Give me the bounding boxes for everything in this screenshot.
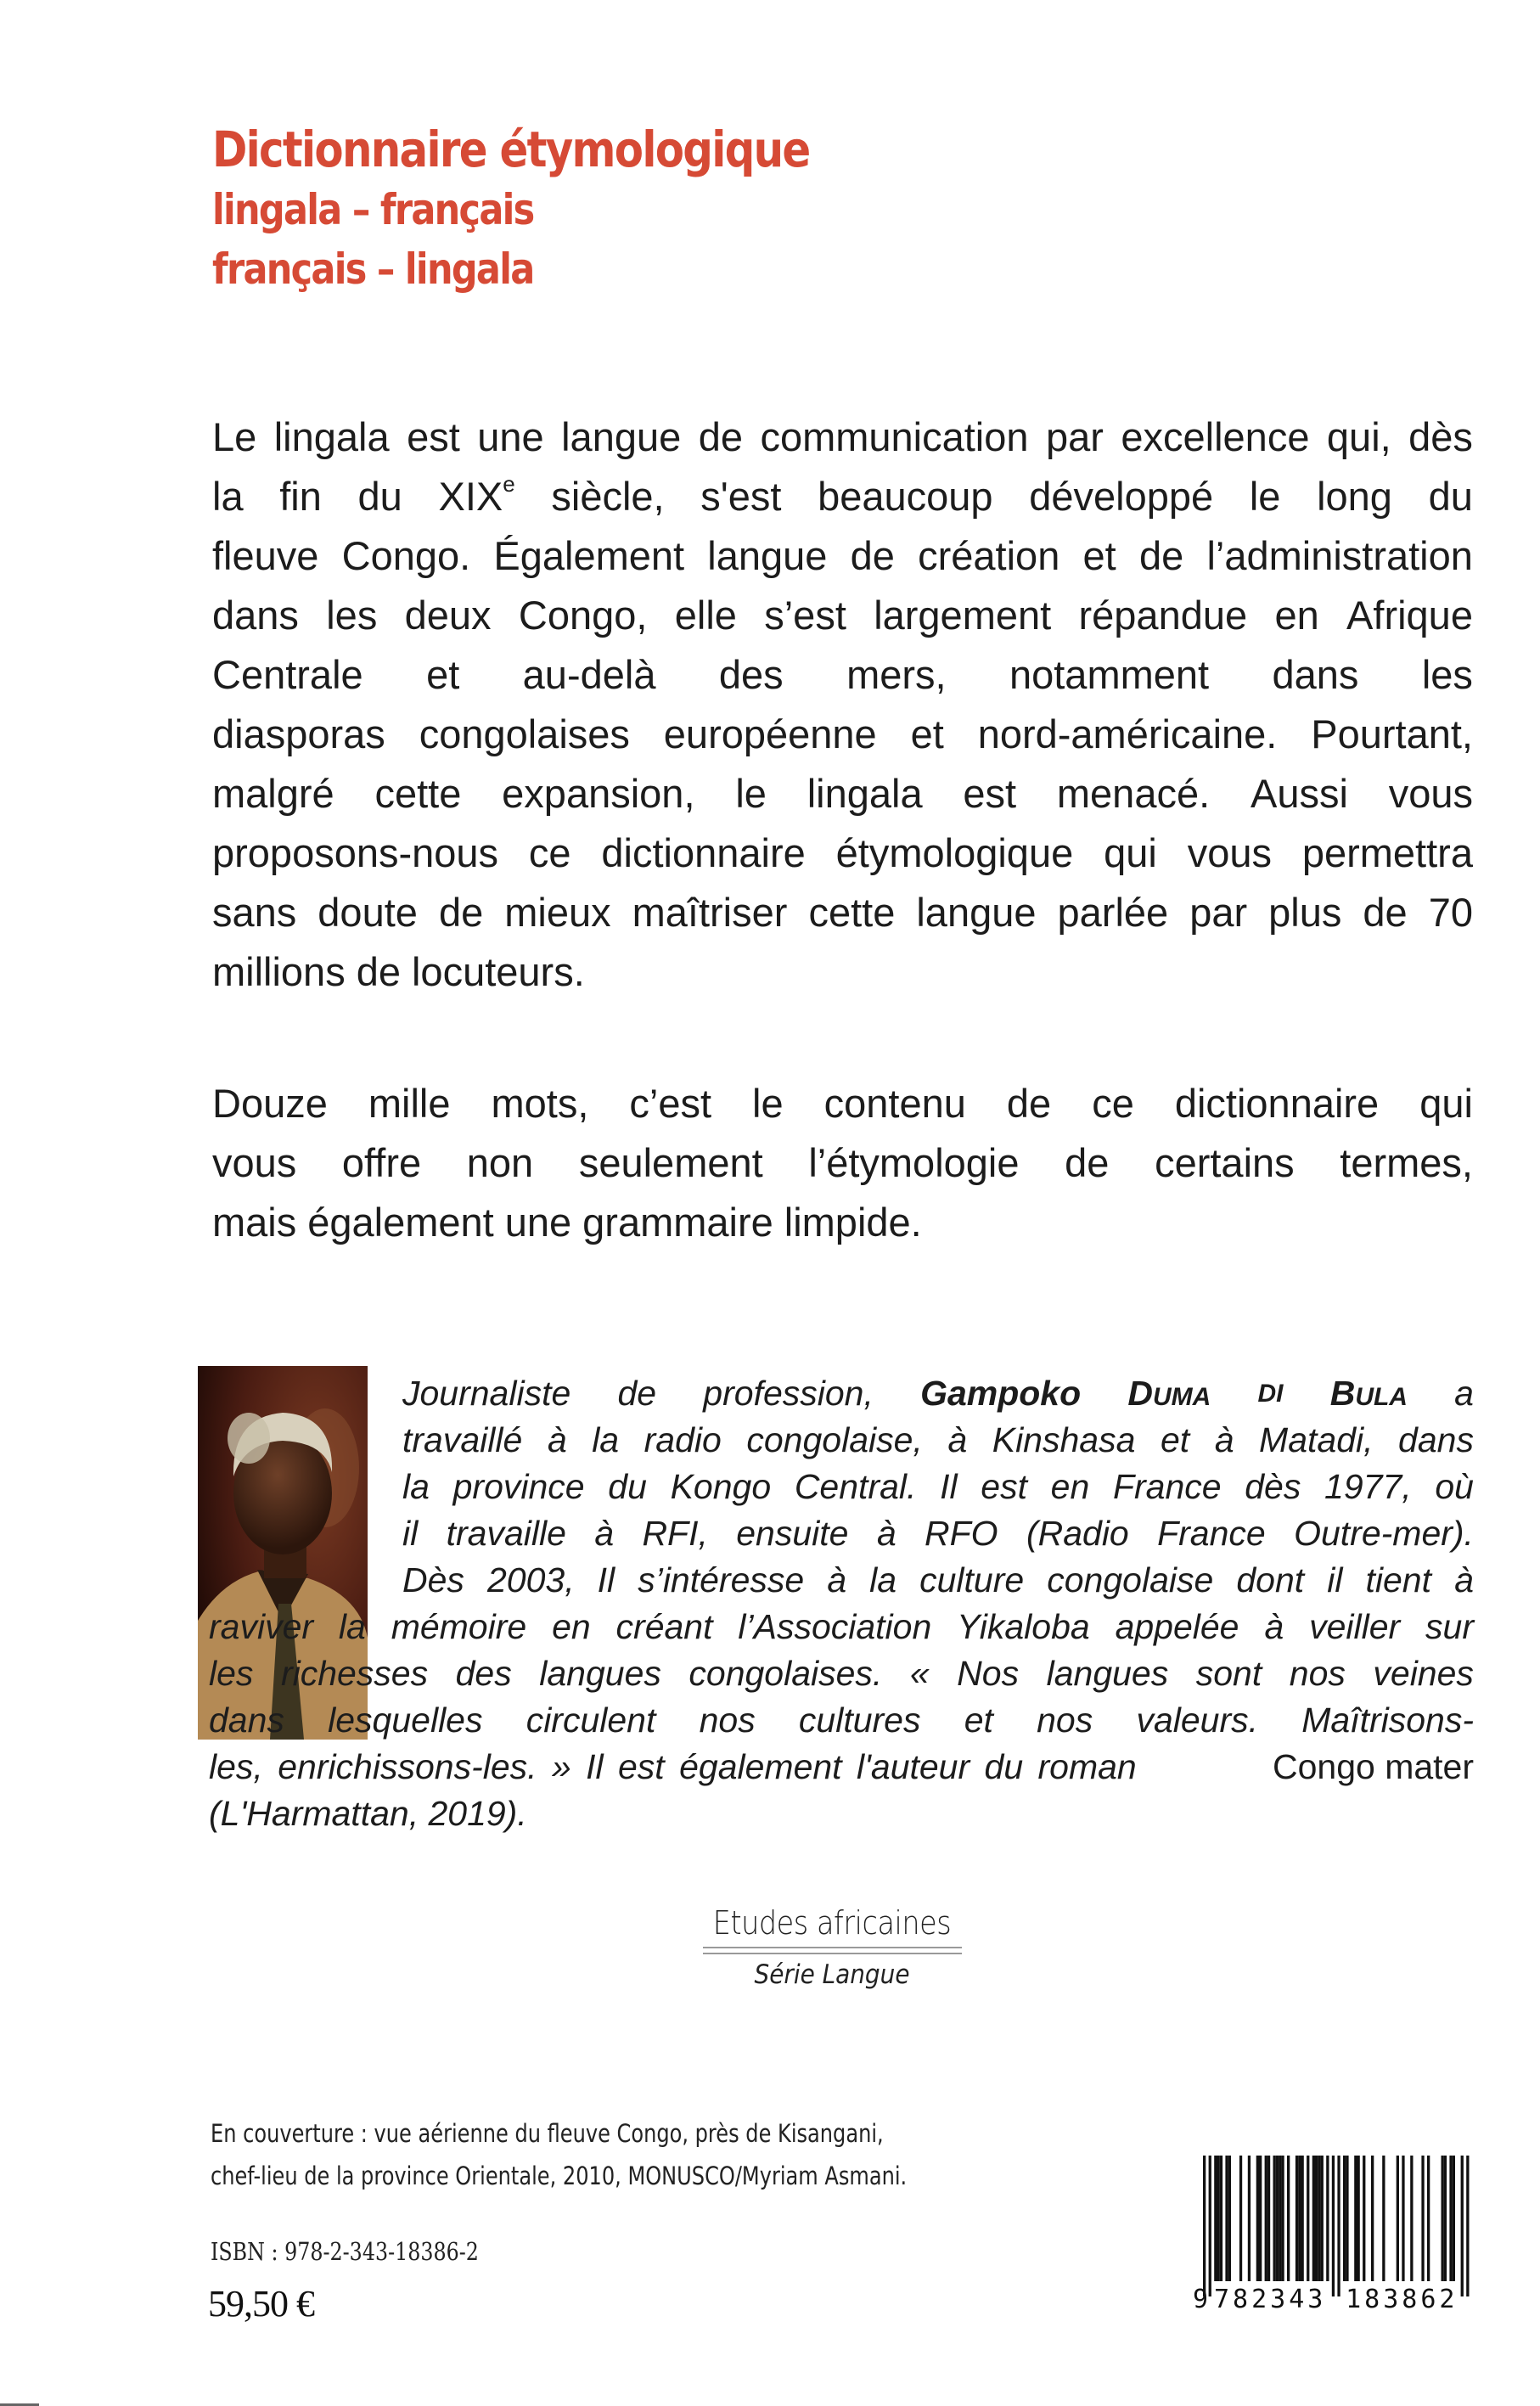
svg-text:782343: 782343 <box>1214 2285 1327 2313</box>
word: Dès <box>402 1560 464 1599</box>
word: doute <box>318 890 418 935</box>
word: RFO <box>925 1514 998 1553</box>
word: valeurs. <box>1136 1701 1259 1740</box>
word: de <box>850 533 895 578</box>
paragraph-line <box>212 467 1473 526</box>
word: mémoire <box>391 1607 527 1646</box>
word: notamment <box>1009 652 1210 697</box>
word: s’est <box>764 593 846 638</box>
word: RFI, <box>642 1514 708 1553</box>
bio-line <box>402 1557 1474 1604</box>
word: millions <box>212 949 346 994</box>
author-name-last: BULA <box>1329 1374 1408 1413</box>
word: développé <box>1029 474 1214 519</box>
word: Kongo <box>670 1467 772 1506</box>
word: le <box>735 771 767 816</box>
series-name: Etudes africaines <box>712 1904 952 1942</box>
word: ce <box>1092 1081 1134 1126</box>
author-name-particle: DI <box>1257 1380 1284 1408</box>
word: qui <box>1104 830 1157 875</box>
word: les <box>326 593 378 638</box>
word: du <box>608 1467 647 1506</box>
word: mais <box>212 1200 297 1245</box>
series-logo <box>662 1902 1002 1995</box>
word: l’étymologie <box>808 1140 1020 1185</box>
word: offre <box>341 1140 422 1185</box>
word: Aussi <box>1250 771 1348 816</box>
bio-word: a <box>1454 1374 1474 1413</box>
word: mots, <box>491 1081 589 1126</box>
word: nos <box>699 1701 756 1740</box>
word: Il <box>940 1467 958 1506</box>
word: par <box>1189 890 1248 935</box>
word: de <box>1006 1081 1052 1126</box>
word: Il <box>597 1560 615 1599</box>
word: Afrique <box>1346 593 1473 638</box>
paragraph-line <box>212 526 1473 586</box>
bio-line <box>209 1650 1474 1697</box>
bio-line <box>209 1790 1474 1837</box>
cover-credit-line-1: En couverture : vue aérienne du fleuve Congo, près de Kisangani, <box>211 2119 884 2148</box>
cover-credit <box>211 2112 907 2197</box>
word: congolaise <box>1047 1560 1214 1599</box>
word: de <box>356 949 401 994</box>
paragraph-line <box>212 1193 1473 1252</box>
word: Douze <box>212 1081 328 1126</box>
description-paragraph-1 <box>212 408 1473 1002</box>
word: vous <box>1187 830 1272 875</box>
word: création <box>918 533 1060 578</box>
svg-text:9: 9 <box>1193 2285 1212 2313</box>
word: l’Association <box>738 1607 932 1646</box>
word: de <box>698 414 743 459</box>
word: deux <box>404 593 492 638</box>
word: mieux <box>504 890 611 935</box>
word: langue <box>916 890 1037 935</box>
word: langue <box>561 414 682 459</box>
paragraph-line <box>212 764 1473 824</box>
word: malgré <box>212 771 334 816</box>
word: et <box>910 711 944 756</box>
word: s'est <box>700 474 782 519</box>
book-title: Dictionnaire étymologique <box>212 121 810 178</box>
word: à <box>594 1514 615 1553</box>
word: travaillé <box>402 1420 523 1459</box>
word: congolaise, <box>746 1420 923 1459</box>
word: Matadi, <box>1259 1420 1374 1459</box>
bio-text: (L'Harmattan, 2019). <box>209 1794 527 1833</box>
paragraph-line <box>212 824 1473 883</box>
word: est <box>407 414 460 459</box>
word: européenne <box>663 711 877 756</box>
subseries-name: Série Langue <box>754 1959 910 1990</box>
paragraph-line <box>212 408 1473 467</box>
word: congolaises. <box>689 1654 883 1693</box>
isbn: ISBN : 978-2-343-18386-2 <box>211 2237 479 2266</box>
word: plus <box>1268 890 1342 935</box>
book-title-block <box>212 119 907 299</box>
word: grammaire <box>582 1200 773 1245</box>
word: contenu <box>823 1081 966 1126</box>
word: la <box>592 1420 620 1459</box>
word: à <box>1454 1560 1474 1599</box>
book-subtitle-francais-lingala: français – lingala <box>212 245 534 294</box>
word: termes, <box>1340 1140 1473 1185</box>
author-bio-top <box>402 1370 1474 1604</box>
word: en <box>552 1607 591 1646</box>
word: (Radio <box>1026 1514 1129 1553</box>
word: également <box>307 1200 494 1245</box>
word: 2003, <box>486 1560 575 1599</box>
word: qui <box>1419 1081 1473 1126</box>
word: dans <box>1398 1420 1474 1459</box>
word: s’intéresse <box>638 1560 805 1599</box>
word: lingala <box>273 414 390 459</box>
word: circulent <box>526 1701 656 1740</box>
word: la <box>338 1607 366 1646</box>
word: fleuve <box>212 533 319 578</box>
word: XIXe <box>438 471 515 519</box>
word: à <box>876 1514 896 1553</box>
word: la <box>402 1467 430 1506</box>
word: le <box>1249 474 1281 519</box>
word: siècle, <box>551 474 665 519</box>
word: et <box>964 1701 993 1740</box>
word: « <box>909 1654 930 1693</box>
word: radio <box>644 1420 722 1459</box>
word: richesses <box>280 1654 429 1693</box>
word: Congo, <box>518 593 648 638</box>
word: fin <box>279 474 322 519</box>
word: langue <box>707 533 828 578</box>
word: dont <box>1236 1560 1305 1599</box>
paragraph-line <box>212 942 1473 1002</box>
bio-word: profession, <box>703 1374 874 1413</box>
word: locuteurs. <box>411 949 585 994</box>
svg-text:183862: 183862 <box>1346 2285 1459 2313</box>
word: expansion, <box>502 771 695 816</box>
word: le <box>752 1081 784 1126</box>
paragraph-line <box>212 645 1473 705</box>
word: dans <box>1272 652 1359 697</box>
word: dès <box>1408 414 1473 459</box>
word: des <box>455 1654 512 1693</box>
word: au-delà <box>522 652 656 697</box>
word: c’est <box>629 1081 712 1126</box>
word: nos <box>1289 1654 1346 1693</box>
word: appelée <box>1115 1607 1239 1646</box>
word: 70 <box>1428 890 1473 935</box>
word: langues <box>1046 1654 1169 1693</box>
book-subtitle-lingala-francais: lingala – français <box>212 185 534 234</box>
word: travaille <box>446 1514 566 1553</box>
word: province <box>452 1467 585 1506</box>
bio-line <box>402 1417 1474 1464</box>
bio-word: de <box>617 1374 657 1413</box>
price: 59,50 € <box>208 2283 314 2324</box>
word: limpide. <box>784 1200 922 1245</box>
paragraph-line <box>212 883 1473 942</box>
word: proposons-nous <box>212 830 499 875</box>
bio-word: Journaliste <box>402 1374 571 1413</box>
word: maîtriser <box>632 890 788 935</box>
word: non <box>466 1140 534 1185</box>
paragraph-line <box>212 1133 1473 1193</box>
word: il <box>402 1514 419 1553</box>
word: certains <box>1155 1140 1295 1185</box>
word: l’administration <box>1206 533 1473 578</box>
word: une <box>504 1200 572 1245</box>
word: dès <box>1245 1467 1301 1506</box>
bio-line <box>402 1464 1474 1510</box>
word: des <box>718 652 784 697</box>
bio-line <box>402 1510 1474 1557</box>
word: la <box>869 1560 897 1599</box>
word: de <box>1065 1140 1110 1185</box>
word: cette <box>374 771 462 816</box>
word: de <box>438 890 484 935</box>
word: à <box>1264 1607 1284 1646</box>
word: dans <box>212 593 299 638</box>
word: Yikaloba <box>957 1607 1090 1646</box>
word: excellence <box>1121 414 1310 459</box>
word: étymologique <box>835 830 1074 875</box>
word: cette <box>808 890 896 935</box>
paragraph-line <box>212 1074 1473 1133</box>
word: en <box>1050 1467 1090 1506</box>
word: les <box>209 1654 254 1693</box>
word: Centrale <box>212 652 363 697</box>
word: Outre-mer). <box>1294 1514 1474 1553</box>
description-paragraph-2 <box>212 1074 1473 1252</box>
word: Central. <box>794 1467 917 1506</box>
word: raviver <box>209 1607 314 1646</box>
word: tient <box>1365 1560 1431 1599</box>
word: lingala <box>807 771 923 816</box>
word: elle <box>674 593 737 638</box>
word: seulement <box>578 1140 763 1185</box>
isbn-barcode <box>1193 2152 1477 2313</box>
series-divider <box>703 1947 962 1954</box>
bio-line <box>209 1697 1474 1744</box>
paragraph-line <box>212 705 1473 764</box>
author-name: Gampoko <box>920 1374 1082 1413</box>
word: répandue <box>1078 593 1248 638</box>
author-name-surname: DUMA <box>1127 1374 1211 1413</box>
word: France <box>1157 1514 1266 1553</box>
cover-credit-line-2: chef-lieu de la province Orientale, 2010, MONUSCO/Myriam Asmani. <box>211 2161 908 2190</box>
word: de <box>1138 533 1184 578</box>
word: menacé. <box>1056 771 1211 816</box>
word: Congo. <box>341 533 471 578</box>
word: veines <box>1373 1654 1474 1693</box>
bio-line <box>209 1744 1474 1790</box>
word: permettra <box>1301 830 1473 875</box>
word: Pourtant, <box>1311 711 1473 756</box>
word: à <box>947 1420 968 1459</box>
word: dans <box>209 1701 284 1740</box>
word: les <box>1421 652 1473 697</box>
word: est <box>963 771 1017 816</box>
word: lesquelles <box>328 1701 483 1740</box>
word: et <box>426 652 460 697</box>
word: la <box>212 474 244 519</box>
word: du <box>357 474 402 519</box>
word: culture <box>919 1560 1025 1599</box>
word: de <box>1363 890 1408 935</box>
bio-line <box>402 1370 1474 1417</box>
word: dictionnaire <box>601 830 806 875</box>
word: où <box>1435 1467 1474 1506</box>
word: Nos <box>957 1654 1020 1693</box>
word: du <box>1428 474 1473 519</box>
word: parlée <box>1057 890 1169 935</box>
word: vous <box>1388 771 1473 816</box>
word: sur <box>1425 1607 1474 1646</box>
word: veiller <box>1309 1607 1401 1646</box>
word: beaucoup <box>818 474 993 519</box>
word: Kinshasa <box>992 1420 1136 1459</box>
barcode-icon <box>1193 2152 1477 2313</box>
word: langues <box>539 1654 661 1693</box>
word: nos <box>1037 1701 1093 1740</box>
word: vous <box>212 1140 297 1185</box>
word: nord-américaine. <box>977 711 1278 756</box>
word: en <box>1274 593 1319 638</box>
word: qui, <box>1326 414 1391 459</box>
word: 1977, <box>1324 1467 1412 1506</box>
word: largement <box>874 593 1052 638</box>
word: ce <box>528 830 571 875</box>
word: à <box>547 1420 567 1459</box>
word: congolaises <box>419 711 630 756</box>
bio-line <box>209 1604 1474 1650</box>
word: Le <box>212 414 257 459</box>
word: long <box>1317 474 1392 519</box>
word: il <box>1327 1560 1343 1599</box>
word: France <box>1112 1467 1222 1506</box>
word: par <box>1045 414 1104 459</box>
word: diasporas <box>212 711 385 756</box>
word: est <box>981 1467 1027 1506</box>
paragraph-line <box>212 586 1473 645</box>
word: dictionnaire <box>1174 1081 1380 1126</box>
word: à <box>827 1560 847 1599</box>
word: à <box>1214 1420 1234 1459</box>
word: sans <box>212 890 297 935</box>
word: Également <box>493 533 685 578</box>
word: sont <box>1195 1654 1262 1693</box>
word: cultures <box>798 1701 921 1740</box>
superscript-e: e <box>503 471 515 497</box>
bio-text: les, enrichissons-les. » Il est également l'auteur du roman <box>209 1747 1137 1786</box>
word: créant <box>615 1607 713 1646</box>
word: et <box>1160 1420 1190 1459</box>
word: mille <box>368 1081 451 1126</box>
novel-title: Congo mater <box>1272 1747 1474 1786</box>
author-bio-bottom <box>209 1604 1474 1837</box>
word: Maîtrisons- <box>1301 1701 1474 1740</box>
word: mers, <box>846 652 947 697</box>
word: et <box>1082 533 1116 578</box>
word: communication <box>760 414 1029 459</box>
word: ensuite <box>736 1514 849 1553</box>
word: une <box>477 414 544 459</box>
